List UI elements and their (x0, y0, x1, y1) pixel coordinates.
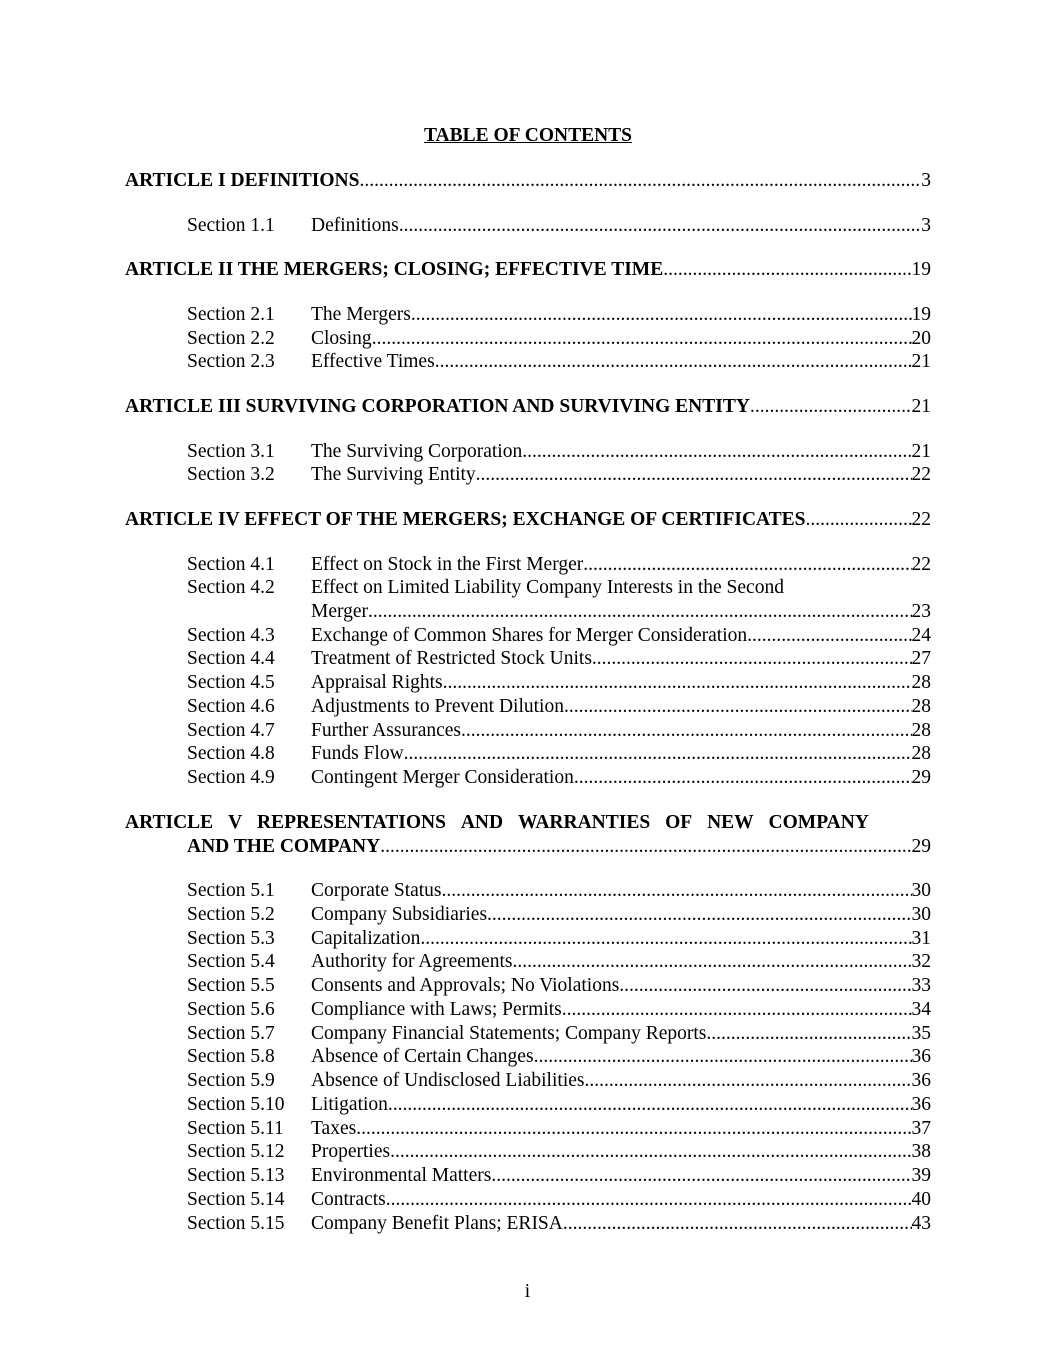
page-title: TABLE OF CONTENTS (423, 125, 633, 146)
article-word: V (228, 812, 243, 833)
article-word: ARTICLE (125, 812, 214, 833)
section-number: Section 5.12 (187, 1141, 285, 1162)
dot-leader (619, 974, 911, 998)
article-word: AND (460, 812, 504, 833)
page-number: 24 (911, 625, 931, 646)
page-number: 38 (911, 1141, 931, 1162)
article-word: OF (665, 812, 693, 833)
toc-section[interactable] (125, 1188, 931, 1212)
section-title: Taxes (311, 1118, 357, 1139)
dot-leader (368, 600, 911, 624)
dot-leader (443, 671, 912, 695)
page-number: 36 (911, 1070, 931, 1091)
section-number: Section 4.3 (187, 625, 275, 646)
toc-section[interactable] (125, 1045, 931, 1069)
dot-leader (386, 1188, 912, 1212)
article-word: NEW (707, 812, 754, 833)
dot-leader (750, 395, 912, 419)
page-number: 22 (911, 509, 931, 530)
section-number: Section 5.10 (187, 1094, 285, 1115)
toc-section[interactable] (125, 879, 931, 903)
toc-section[interactable] (125, 350, 931, 374)
page-number: 36 (911, 1094, 931, 1115)
page-number: 40 (911, 1189, 931, 1210)
dot-leader (399, 214, 922, 238)
page-number: 35 (911, 1023, 931, 1044)
section-title: Definitions (311, 215, 399, 236)
section-number: Section 4.6 (187, 696, 275, 717)
article-label-line1 (125, 811, 869, 835)
page-number: 43 (911, 1213, 931, 1234)
section-number: Section 5.9 (187, 1070, 275, 1091)
toc-section[interactable] (125, 1022, 931, 1046)
section-title: Company Subsidiaries (311, 904, 488, 925)
toc-section[interactable] (125, 1212, 931, 1236)
page-number: 36 (911, 1046, 931, 1067)
article-label: ARTICLE III SURVIVING CORPORATION AND SURVIVING ENTITY (125, 396, 750, 417)
section-number: Section 4.8 (187, 743, 275, 764)
page-number: 3 (921, 215, 931, 236)
toc-section[interactable] (125, 742, 931, 766)
toc-section[interactable] (125, 440, 931, 464)
section-title: Effect on Limited Liability Company Interests in the Second (311, 577, 784, 598)
section-number: Section 5.4 (187, 951, 275, 972)
toc-section[interactable] (125, 998, 931, 1022)
dot-leader (534, 1045, 912, 1069)
dot-leader (583, 553, 911, 577)
page-number: 22 (911, 464, 931, 485)
toc-section[interactable] (125, 576, 931, 600)
toc-article-1[interactable] (125, 169, 931, 193)
toc-section[interactable] (125, 927, 931, 951)
toc-section[interactable] (125, 974, 931, 998)
page-number: 34 (911, 999, 931, 1020)
section-title: The Surviving Corporation (311, 441, 523, 462)
toc-section[interactable] (125, 624, 931, 648)
article-label: ARTICLE I DEFINITIONS (125, 170, 360, 191)
page-number: 22 (911, 554, 931, 575)
section-number: Section 5.13 (187, 1165, 285, 1186)
section-number: Section 2.1 (187, 304, 275, 325)
page-number: 28 (911, 720, 931, 741)
article-word: COMPANY (768, 812, 869, 833)
page-number: 20 (911, 328, 931, 349)
section-number: Section 5.7 (187, 1023, 275, 1044)
page-number: 28 (911, 743, 931, 764)
section-number: Section 4.1 (187, 554, 275, 575)
page-number: 30 (911, 904, 931, 925)
dot-leader (356, 1117, 911, 1141)
toc-article-5-continuation[interactable] (125, 835, 931, 859)
dot-leader (388, 1093, 912, 1117)
page-number: 21 (911, 441, 931, 462)
section-number: Section 1.1 (187, 215, 275, 236)
dot-leader (564, 695, 912, 719)
toc-article-2[interactable] (125, 258, 931, 282)
section-title: Funds Flow (311, 743, 404, 764)
page-number: 32 (911, 951, 931, 972)
dot-leader (461, 719, 911, 743)
dot-leader (404, 742, 912, 766)
section-title: Treatment of Restricted Stock Units (311, 648, 592, 669)
section-title: Further Assurances (311, 720, 462, 741)
section-title: Closing (311, 328, 372, 349)
section-title: Capitalization (311, 928, 421, 949)
page-number: 30 (911, 880, 931, 901)
page-number: 28 (911, 696, 931, 717)
page-number: 3 (921, 170, 931, 191)
dot-leader (563, 1212, 912, 1236)
page-number: 21 (911, 351, 931, 372)
article-word: WARRANTIES (517, 812, 651, 833)
toc-section[interactable] (125, 1069, 931, 1093)
page-number: 21 (911, 396, 931, 417)
section-title: Appraisal Rights (311, 672, 443, 693)
section-title: Environmental Matters (311, 1165, 492, 1186)
section-number: Section 4.4 (187, 648, 275, 669)
section-number: Section 3.1 (187, 441, 275, 462)
section-number: Section 5.3 (187, 928, 275, 949)
dot-leader (522, 440, 911, 464)
page-number: 23 (911, 601, 931, 622)
dot-leader (747, 624, 911, 648)
dot-leader (411, 303, 912, 327)
page-number: 39 (911, 1165, 931, 1186)
dot-leader (420, 927, 911, 951)
footer-page-number: i (524, 1281, 531, 1302)
dot-leader (584, 1069, 911, 1093)
dot-leader (359, 169, 921, 193)
page-number: 19 (911, 304, 931, 325)
dot-leader (380, 835, 911, 859)
toc-section[interactable] (125, 719, 931, 743)
dot-leader (442, 879, 912, 903)
toc-section[interactable] (125, 214, 931, 238)
toc-section[interactable] (125, 1093, 931, 1117)
toc-section[interactable] (125, 1117, 931, 1141)
page-number: 19 (911, 259, 931, 280)
toc-section[interactable] (125, 950, 931, 974)
section-number: Section 5.8 (187, 1046, 275, 1067)
section-title: Compliance with Laws; Permits (311, 999, 562, 1020)
dot-leader (574, 766, 912, 790)
dot-leader (476, 463, 912, 487)
section-title: The Surviving Entity (311, 464, 476, 485)
page-number: 33 (911, 975, 931, 996)
dot-leader (663, 258, 911, 282)
toc-section[interactable] (125, 553, 931, 577)
dot-leader (435, 350, 912, 374)
section-number: Section 5.5 (187, 975, 275, 996)
dot-leader (562, 998, 912, 1022)
section-title: Effect on Stock in the First Merger (311, 554, 584, 575)
toc-article-3[interactable] (125, 395, 931, 419)
section-title: Litigation (311, 1094, 388, 1115)
toc-section[interactable] (125, 695, 931, 719)
section-number: Section 4.9 (187, 767, 275, 788)
section-number: Section 5.6 (187, 999, 275, 1020)
dot-leader (806, 508, 912, 532)
toc-section[interactable] (125, 1140, 931, 1164)
page-number: 29 (911, 836, 931, 857)
article-label: ARTICLE II THE MERGERS; CLOSING; EFFECTIVE TIME (125, 259, 664, 280)
dot-leader (592, 647, 912, 671)
dot-leader (512, 950, 911, 974)
page-number: 27 (911, 648, 931, 669)
toc-section[interactable] (125, 327, 931, 351)
toc-section[interactable] (125, 463, 931, 487)
toc-section[interactable] (125, 903, 931, 927)
section-number: Section 4.7 (187, 720, 275, 741)
section-number: Section 4.2 (187, 577, 275, 598)
dot-leader (390, 1140, 911, 1164)
section-title: Absence of Certain Changes (311, 1046, 534, 1067)
toc-article-5[interactable] (125, 811, 931, 835)
page-number: 31 (911, 928, 931, 949)
section-title: Exchange of Common Shares for Merger Consideration (311, 625, 748, 646)
section-title: Adjustments to Prevent Dilution (311, 696, 564, 717)
toc-section[interactable] (125, 303, 931, 327)
section-title: Properties (311, 1141, 391, 1162)
section-title: Corporate Status (311, 880, 442, 901)
section-number: Section 4.5 (187, 672, 275, 693)
page-number: 28 (911, 672, 931, 693)
article-word: REPRESENTATIONS (257, 812, 446, 833)
toc-section-continuation[interactable] (125, 600, 931, 624)
section-title: Authority for Agreements (311, 951, 513, 972)
section-number: Section 5.11 (187, 1118, 284, 1139)
section-title: Company Financial Statements; Company Reports (311, 1023, 707, 1044)
section-title: Contracts (311, 1189, 386, 1210)
section-title: Company Benefit Plans; ERISA (311, 1213, 563, 1234)
section-title: Consents and Approvals; No Violations (311, 975, 620, 996)
section-title: Contingent Merger Consideration (311, 767, 574, 788)
toc-section[interactable] (125, 647, 931, 671)
section-number: Section 3.2 (187, 464, 275, 485)
page-number: 29 (911, 767, 931, 788)
section-title: The Mergers (311, 304, 411, 325)
section-title: Absence of Undisclosed Liabilities (311, 1070, 585, 1091)
section-title: Effective Times (311, 351, 435, 372)
page-number: 37 (911, 1118, 931, 1139)
section-number: Section 5.15 (187, 1213, 285, 1234)
dot-leader (487, 903, 911, 927)
section-number: Section 2.2 (187, 328, 275, 349)
section-number: Section 2.3 (187, 351, 275, 372)
section-number: Section 5.1 (187, 880, 275, 901)
section-number: Section 5.2 (187, 904, 275, 925)
section-number: Section 5.14 (187, 1189, 285, 1210)
section-title-continued: Merger (311, 601, 369, 622)
dot-leader (706, 1022, 911, 1046)
toc-section[interactable] (125, 671, 931, 695)
dot-leader (491, 1164, 911, 1188)
toc-article-4[interactable] (125, 508, 931, 532)
toc-section[interactable] (125, 766, 931, 790)
dot-leader (372, 327, 912, 351)
article-label-line2: AND THE COMPANY (187, 836, 381, 857)
article-label: ARTICLE IV EFFECT OF THE MERGERS; EXCHANGE OF CERTIFICATES (125, 509, 806, 530)
toc-section[interactable] (125, 1164, 931, 1188)
